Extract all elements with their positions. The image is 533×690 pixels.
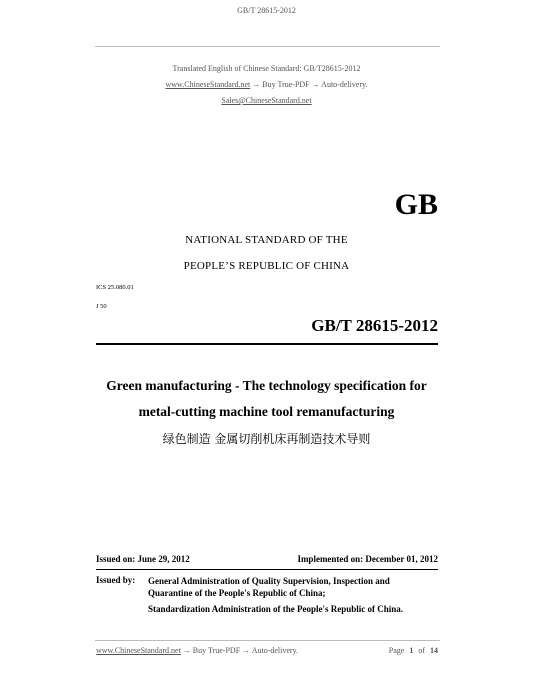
chinese-standard-link[interactable]: www.ChineseStandard.net (165, 80, 251, 89)
page-current: 1 (409, 646, 414, 655)
email-line (0, 96, 533, 105)
running-header: GB/T 28615-2012 (237, 6, 296, 15)
title-divider (96, 343, 438, 345)
national-standard-line2: PEOPLE’S REPUBLIC OF CHINA (183, 260, 350, 272)
buy-line-tail: → Buy True-PDF → Auto-delivery. (252, 80, 368, 89)
buy-line (0, 80, 533, 89)
title-cn: 绿色制造 金属切削机床再制造技术导则 (162, 432, 371, 446)
issue-dates (96, 554, 438, 564)
implemented-on: Implemented on: December 01, 2012 (297, 554, 438, 564)
page-footer (96, 646, 438, 655)
footer-divider (95, 640, 440, 641)
footer-site-link[interactable]: www.ChineseStandard.net (96, 646, 181, 655)
issue-divider (96, 569, 438, 570)
standard-number: GB/T 28615-2012 (311, 316, 438, 335)
issuer-2: Standardization Administration of the People's Republic of China. (148, 604, 404, 614)
issuer-1-line2: Quarantine of the People's Republic of China; (148, 588, 326, 598)
page-of: of (418, 646, 425, 655)
issued-on: Issued on: June 29, 2012 (96, 554, 190, 564)
sales-email-link[interactable]: Sales@ChineseStandard.net (221, 96, 312, 105)
title-en-line1: Green manufacturing - The technology specification for (106, 378, 427, 393)
translation-note: Translated English of Chinese Standard: GB/T28615-2012 (172, 64, 361, 73)
page-indicator (389, 646, 438, 655)
issuer-1-line1: General Administration of Quality Supervision, Inspection and (148, 576, 390, 586)
page-total: 14 (430, 646, 438, 655)
ccs-code: J 50 (96, 303, 107, 310)
national-standard-line1: NATIONAL STANDARD OF THE (185, 234, 348, 246)
header-divider (95, 46, 440, 47)
issued-by-label: Issued by: (96, 575, 136, 585)
footer-tail: → Buy True-PDF → Auto-delivery. (182, 646, 299, 655)
title-en-line2: metal-cutting machine tool remanufacturing (138, 404, 395, 419)
ics-code: ICS 25.080.01 (96, 284, 134, 291)
footer-buy-line (96, 646, 298, 655)
gb-logo: GB (394, 188, 438, 221)
page-label: Page (388, 646, 405, 655)
